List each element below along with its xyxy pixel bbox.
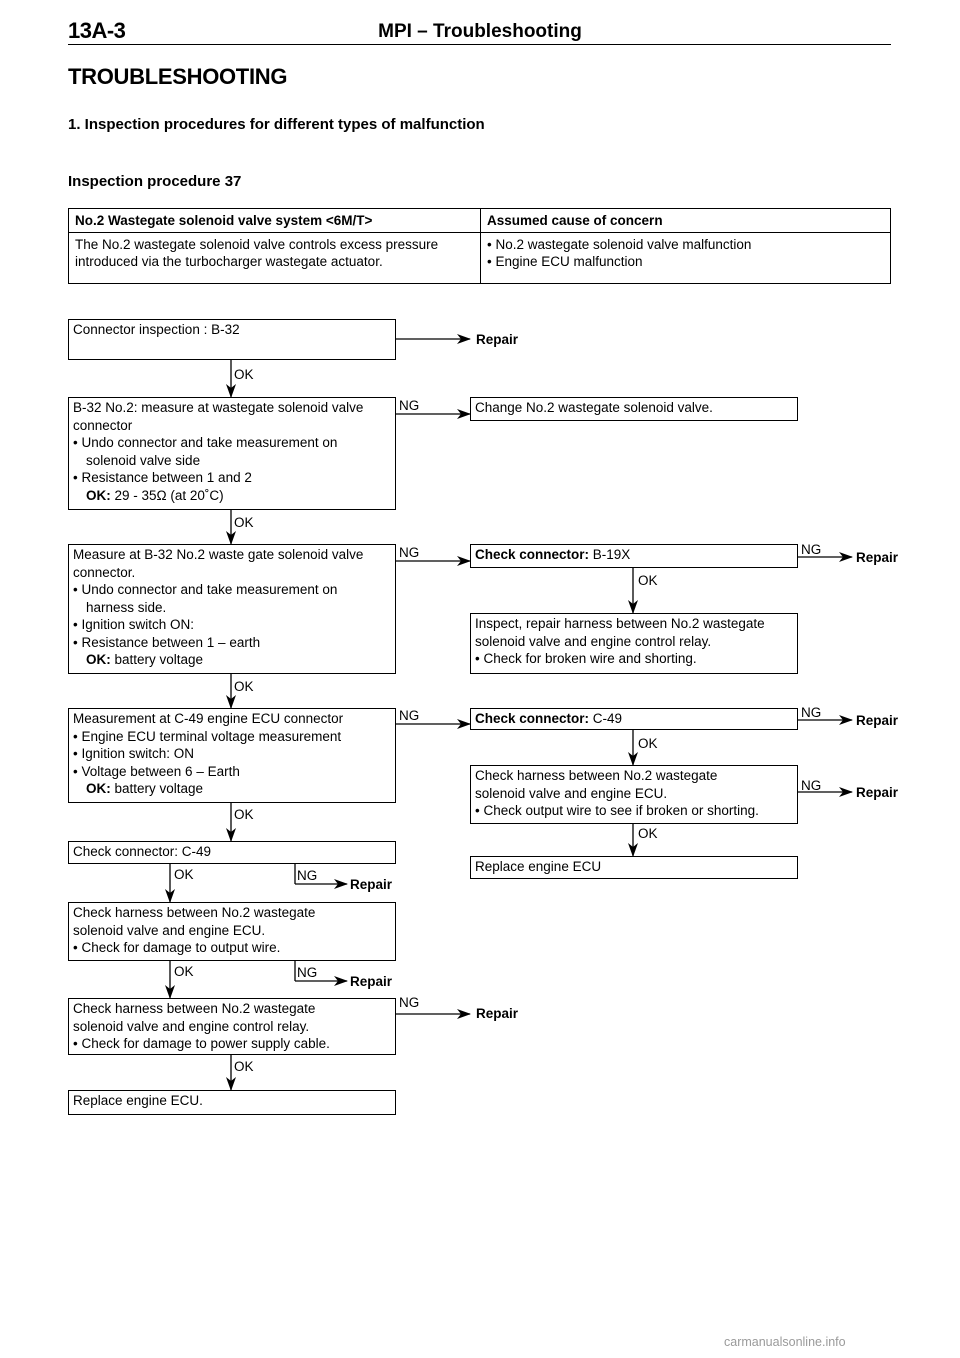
step-text: Connector inspection : B-32 [73, 322, 240, 337]
ok-label: OK [174, 867, 194, 882]
procedure-title: Inspection procedure 37 [68, 173, 242, 190]
subsection-title: 1. Inspection procedures for different types of malfunction [68, 116, 485, 133]
info-col1-header: No.2 Wastegate solenoid valve system <6M/T> [69, 209, 481, 233]
ok-label: OK [234, 679, 254, 694]
step-bullet: • Resistance between 1 and 2 [73, 470, 252, 485]
ok-label: OK [638, 736, 658, 751]
step-text: Check harness between No.2 wastegate [475, 768, 718, 783]
step-text: connector. [73, 564, 136, 580]
running-title: MPI – Troubleshooting [378, 21, 582, 42]
ng-label: NG [399, 545, 420, 560]
step-text: B-19X [589, 547, 631, 562]
step-text: Replace engine ECU. [73, 1093, 203, 1108]
ok-label: OK [174, 964, 194, 979]
step-b32-resistance-measurement [68, 397, 396, 510]
step-text: connector [73, 417, 133, 433]
step-text: solenoid valve and engine ECU. [475, 785, 668, 801]
ok-label: OK [638, 573, 658, 588]
step-text: Measurement at C-49 engine ECU connector [73, 711, 344, 726]
step-bullet: • Check for broken wire and shorting. [475, 651, 697, 666]
page-number: 13A-3 [68, 18, 126, 43]
step-bullet: • Voltage between 6 – Earth [73, 763, 240, 779]
repair-label: Repair [476, 332, 519, 347]
step-text-bold: Check connector: [475, 547, 590, 562]
step-text: B-32 No.2: measure at wastegate solenoid valve [73, 400, 364, 415]
repair-label: Repair [856, 713, 899, 728]
step-bullet: • Resistance between 1 – earth [73, 634, 261, 650]
repair-label: Repair [350, 877, 393, 892]
ok-criteria-value: battery voltage [110, 652, 204, 667]
step-check-connector-b19x [470, 544, 798, 568]
step-bullet: • Undo connector and take measurement on [73, 435, 338, 450]
step-replace-engine-ecu [68, 1090, 396, 1115]
info-col2-header: Assumed cause of concern [481, 209, 891, 233]
step-text: Check harness between No.2 wastegate [73, 905, 316, 920]
ng-label: NG [297, 965, 318, 980]
step-text: Check harness between No.2 wastegate [73, 1001, 316, 1016]
step-text: C-49 [589, 711, 623, 726]
info-description: The No.2 wastegate solenoid valve controls excess pressure introduced via the turbocharger wastegate actuator. [69, 233, 481, 284]
step-b32-harness-voltage [68, 544, 396, 674]
step-bullet: • Check output wire to see if broken or shorting. [475, 803, 759, 818]
repair-label: Repair [856, 550, 899, 565]
step-check-connector-c49 [470, 708, 798, 730]
cause-item: • Engine ECU malfunction [487, 254, 643, 269]
step-text: Measure at B-32 No.2 waste gate solenoid valve [73, 547, 364, 562]
repair-label: Repair [856, 785, 899, 800]
ok-criteria-value: 29 - 35Ω (at 20˚C) [110, 487, 224, 503]
ok-criteria-label: OK: [86, 781, 111, 796]
step-bullet: • Ignition switch: ON [73, 746, 195, 761]
step-text: Inspect, repair harness between No.2 wastegate [475, 616, 765, 631]
ng-label: NG [801, 705, 822, 720]
step-text: Check connector: C-49 [73, 844, 212, 859]
step-inspect-harness-control-relay [470, 613, 798, 674]
step-check-harness-output-wire [68, 902, 396, 961]
ok-label: OK [234, 807, 254, 822]
step-replace-engine-ecu-right [470, 856, 798, 879]
ok-criteria-label: OK: [86, 652, 111, 667]
step-bullet: • Undo connector and take measurement on [73, 582, 338, 597]
step-bullet-cont: solenoid valve side [86, 452, 201, 468]
ok-label: OK [234, 515, 254, 530]
step-text: solenoid valve and engine ECU. [73, 922, 266, 938]
repair-label: Repair [350, 974, 393, 989]
ng-label: NG [399, 708, 420, 723]
step-check-harness-power-supply [68, 998, 396, 1055]
ok-label: OK [638, 826, 658, 841]
step-connector-inspection-b32 [68, 319, 396, 360]
step-bullet: • Check for damage to output wire. [73, 940, 281, 955]
section-title: TROUBLESHOOTING [68, 64, 288, 89]
ok-label: OK [234, 367, 254, 382]
step-bullet: • Engine ECU terminal voltage measurement [73, 728, 342, 744]
ng-label: NG [399, 995, 420, 1010]
step-check-connector-c49-left [68, 841, 396, 864]
step-text: Change No.2 wastegate solenoid valve. [475, 400, 713, 415]
ok-criteria-value: battery voltage [110, 781, 204, 796]
ng-label: NG [801, 542, 822, 557]
step-change-solenoid-valve [470, 397, 798, 421]
repair-label: Repair [476, 1006, 519, 1021]
step-c49-ecu-voltage [68, 708, 396, 803]
step-text: Replace engine ECU [475, 859, 602, 874]
watermark: carmanualsonline.info [724, 1335, 846, 1349]
step-text: solenoid valve and engine control relay. [475, 633, 712, 649]
ok-label: OK [234, 1059, 254, 1074]
step-text-bold: Check connector: [475, 711, 590, 726]
cause-item: • No.2 wastegate solenoid valve malfunction [487, 237, 752, 252]
step-bullet-cont: harness side. [86, 599, 167, 615]
ok-criteria-label: OK: [86, 487, 111, 503]
step-bullet: • Check for damage to power supply cable. [73, 1036, 330, 1051]
step-bullet: • Ignition switch ON: [73, 617, 195, 632]
step-check-harness-engine-ecu [470, 765, 798, 824]
ng-label: NG [801, 778, 822, 793]
ng-label: NG [297, 868, 318, 883]
step-text: solenoid valve and engine control relay. [73, 1018, 310, 1034]
ng-label: NG [399, 398, 420, 413]
